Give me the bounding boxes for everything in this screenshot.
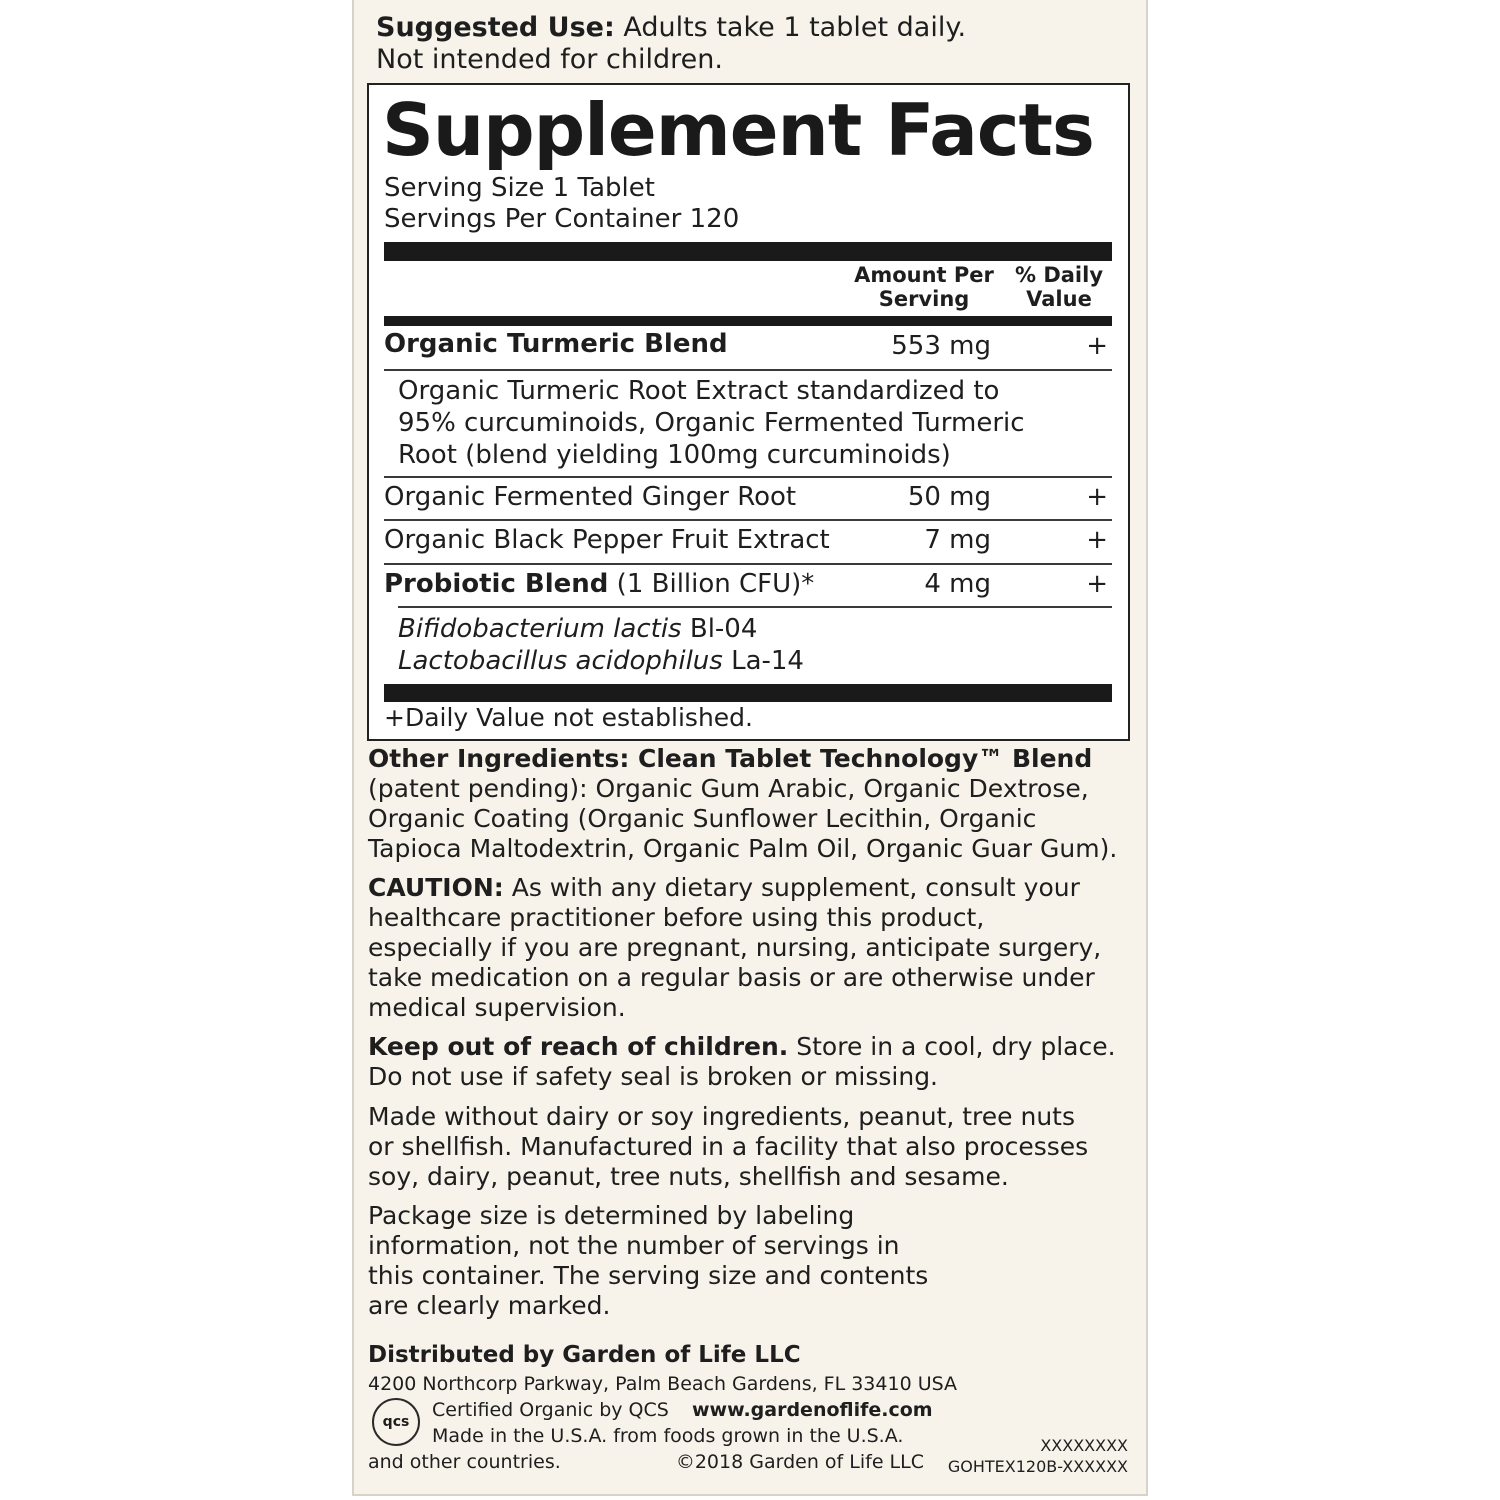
- suggested-use-line2: Not intended for children.: [376, 44, 723, 75]
- row-daily-value: +: [1086, 569, 1108, 599]
- distributor-address: 4200 Northcorp Parkway, Palm Beach Gardens, FL 33410 USA: [368, 1373, 958, 1395]
- supplement-facts-box: [367, 83, 1130, 741]
- keep-out-text: Keep out of reach of children. Store in a cool, dry place. Do not use if safety seal is broken or missing.: [368, 1032, 1116, 1091]
- qcs-logo-icon: qcs: [372, 1398, 420, 1446]
- row-amount: 7 mg: [924, 525, 991, 555]
- row-daily-value: +: [1086, 482, 1108, 512]
- row-daily-value: +: [1086, 331, 1108, 361]
- row-divider: [384, 476, 1112, 478]
- made-in-line: Made in the U.S.A. from foods grown in the U.S.A.: [432, 1425, 904, 1447]
- row-divider: [384, 369, 1112, 371]
- distributor-name: Distributed by Garden of Life LLC: [368, 1342, 801, 1368]
- copyright: ©2018 Garden of Life LLC: [675, 1451, 924, 1473]
- suggested-use: [376, 12, 966, 76]
- row-daily-value: +: [1086, 525, 1108, 555]
- thick-divider: [384, 242, 1112, 261]
- probiotic-strains: [398, 613, 804, 677]
- caution-label: CAUTION:: [368, 873, 504, 902]
- caution-text: CAUTION: As with any dietary supplement, consult your healthcare practitioner before using this product, especially if you are pregnant, nursing, anticipate surgery, take medication on a regular basis or are otherwise under medical supervision.: [368, 873, 1102, 1022]
- facts-title: Supplement Facts: [382, 88, 1094, 172]
- row-amount: 50 mg: [907, 482, 991, 512]
- strain-item: Bifidobacterium lactis Bl-04: [398, 614, 758, 644]
- suggested-use-label: Suggested Use:: [376, 12, 615, 43]
- other-ingredients-label: Other Ingredients: Clean Tablet Technology™ Blend: [368, 744, 1093, 773]
- made-in-line-2: and other countries.: [368, 1451, 561, 1473]
- website-link[interactable]: www.gardenoflife.com: [692, 1399, 933, 1421]
- allergen-statement: Made without dairy or soy ingredients, peanut, tree nuts or shellfish. Manufactured in a facility that also processes soy, dairy, peanut, tree nuts, shellfish and sesame.: [368, 1102, 1089, 1191]
- header-divider: [384, 316, 1112, 326]
- other-ingredients: Other Ingredients: Clean Tablet Technology™ Blend (patent pending): Organic Gum Arabic, Organic Dextrose, Organic Coating (Organic Sunflower Lecithin, Organic Tapioca Maltodextrin, Organic Palm Oil, Organic Guar Gum).: [368, 744, 1118, 863]
- row-divider: [398, 606, 1112, 608]
- row-divider: [384, 519, 1112, 521]
- row-divider: [384, 563, 1112, 565]
- row-amount: 4 mg: [924, 569, 991, 599]
- serving-info: [384, 173, 739, 235]
- thick-divider: [384, 684, 1112, 702]
- column-header-daily-value: % Daily Value: [1014, 263, 1104, 311]
- serving-size: Serving Size 1 Tablet: [384, 173, 655, 203]
- daily-value-footnote: +Daily Value not established.: [384, 703, 753, 732]
- keep-out-label: Keep out of reach of children.: [368, 1032, 789, 1061]
- row-name: Organic Fermented Ginger Root: [384, 482, 797, 512]
- strain-item: Lactobacillus acidophilus La-14: [398, 646, 804, 676]
- row-amount: 553 mg: [891, 331, 991, 361]
- package-statement: Package size is determined by labeling information, not the number of servings in this container. The serving size and contents are clearly marked.: [368, 1201, 929, 1320]
- product-codes: XXXXXXXX GOHTEX120B-XXXXXX: [947, 1436, 1128, 1476]
- turmeric-detail: Organic Turmeric Root Extract standardized to 95% curcuminoids, Organic Fermented Turmeric Root (blend yielding 100mg curcuminoids): [398, 376, 1025, 470]
- row-name: Organic Black Pepper Fruit Extract: [384, 525, 830, 555]
- suggested-use-text: Adults take 1 tablet daily.: [614, 12, 967, 43]
- row-name: Probiotic Blend (1 Billion CFU)*: [384, 569, 815, 599]
- column-header-amount: Amount Per Serving: [854, 263, 994, 311]
- label-panel: [352, 0, 1148, 1496]
- servings-per-container: Servings Per Container 120: [384, 204, 740, 234]
- row-name: Organic Turmeric Blend: [384, 329, 728, 359]
- certified-organic: Certified Organic by QCS: [432, 1399, 669, 1421]
